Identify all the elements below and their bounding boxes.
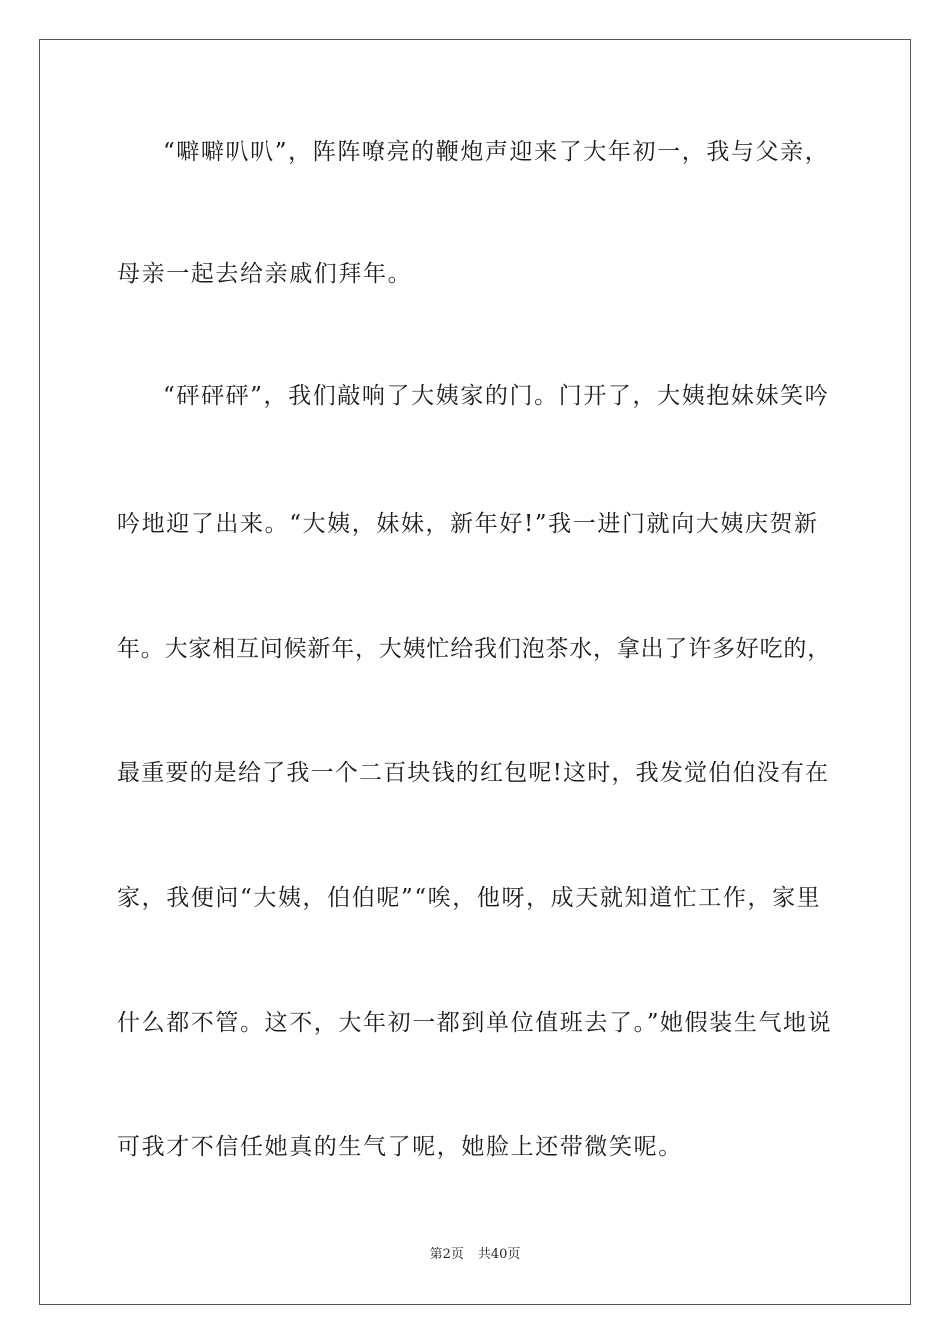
paragraph-2-line-4: 最重要的是给了我一个二百块钱的红包呢!这时，我发觉伯伯没有在 — [117, 760, 830, 786]
paragraph-2-line-5: 家，我便问“大姨，伯伯呢”“唉，他呀，成天就知道忙工作，家里 — [117, 885, 822, 911]
paragraph-2-line-7: 可我才不信任她真的生气了呢，她脸上还带微笑呢。 — [117, 1134, 683, 1160]
page-number: 第2页 — [429, 1247, 464, 1262]
page-border — [39, 39, 911, 1305]
page-total: 共40页 — [477, 1247, 521, 1262]
paragraph-2-line-2: 吟地迎了出来。“大姨，妹妹，新年好!”我一进门就向大姨庆贺新 — [117, 511, 819, 537]
paragraph-2-line-1: “砰砰砰”，我们敲响了大姨家的门。门开了，大姨抱妹妹笑吟 — [163, 383, 830, 409]
page-footer — [0, 1246, 950, 1264]
paragraph-1-line-1: “噼噼叭叭”，阵阵嘹亮的鞭炮声迎来了大年初一，我与父亲， — [163, 139, 830, 165]
paragraph-2-line-3: 年。大家相互问候新年，大姨忙给我们泡茶水，拿出了许多好吃的， — [117, 636, 831, 662]
paragraph-2-line-6: 什么都不管。这不，大年初一都到单位值班去了。”她假装生气地说 — [117, 1010, 833, 1036]
paragraph-1-line-2: 母亲一起去给亲戚们拜年。 — [117, 261, 413, 287]
